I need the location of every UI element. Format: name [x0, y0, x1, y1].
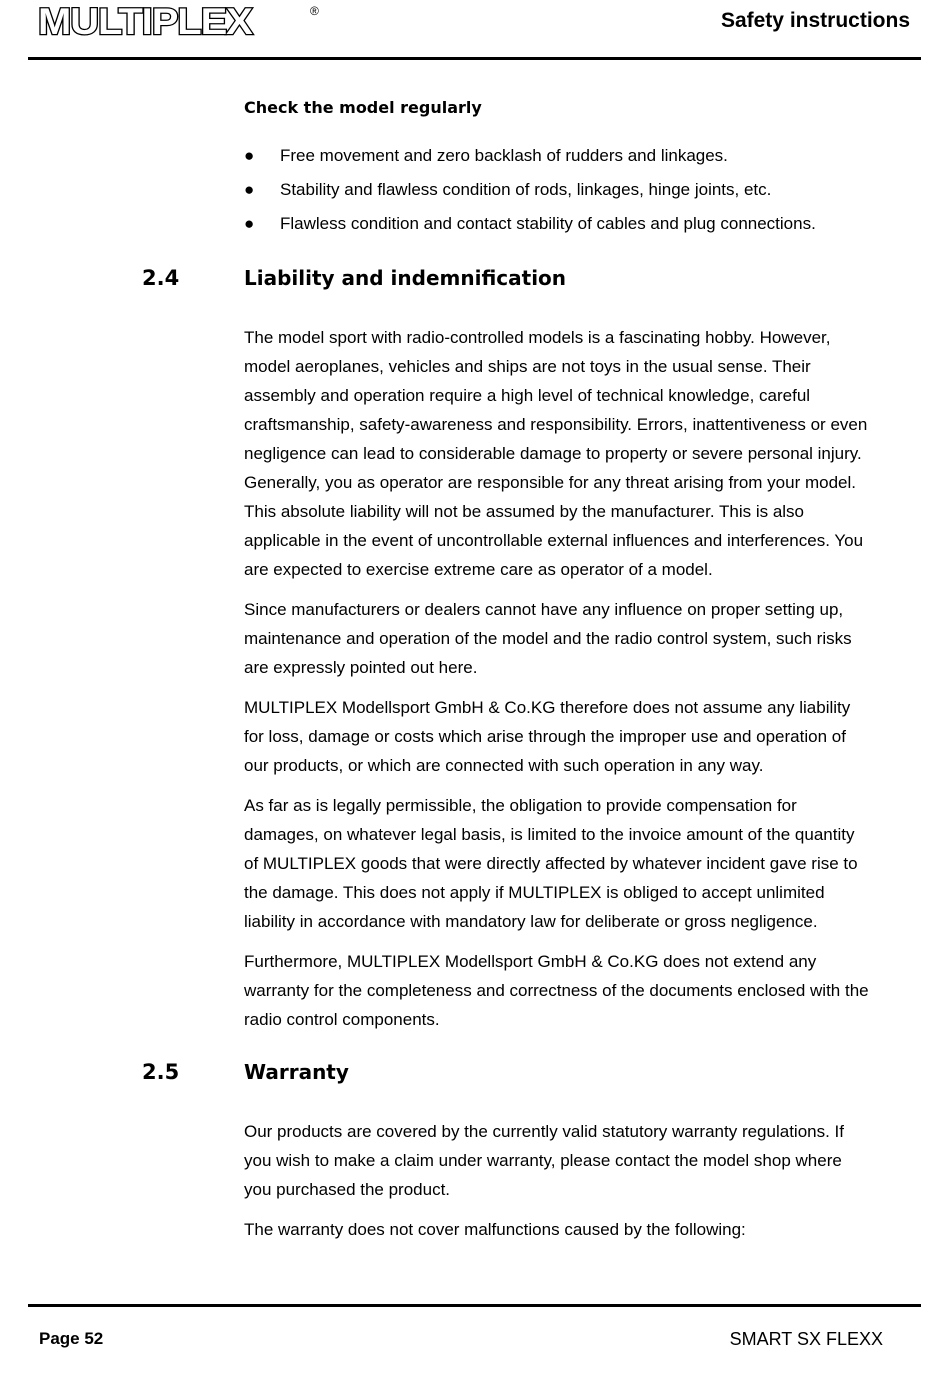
paragraph [244, 1215, 924, 1244]
paragraph [244, 791, 924, 936]
page-header-title: Safety instructions [720, 9, 910, 32]
bullet-text: Flawless condition and contact stability of cables and plug connections. [280, 214, 816, 233]
check-bullet-list [244, 144, 924, 246]
text-line: assembly and operation require a high level of technical knowledge, careful [244, 386, 811, 405]
paragraph [244, 947, 924, 1034]
product-name: SMART SX FLEXX [729, 1329, 883, 1349]
text-line: radio control components. [244, 1010, 440, 1029]
section-number: 2.4 [142, 266, 180, 290]
footer-rule [28, 1304, 921, 1307]
list-item [244, 212, 924, 246]
text-line: craftsmanship, safety-awareness and responsibility. Errors, inattentiveness or even [244, 415, 868, 434]
text-line: our products, or which are connected with such operation in any way. [244, 756, 764, 775]
text-line: The model sport with radio-controlled models is a fascinating hobby. However, [244, 328, 831, 347]
text-line: Generally, you as operator are responsible for any threat arising from your model. [244, 473, 856, 492]
text-line: are expected to exercise extreme care as operator of a model. [244, 560, 713, 579]
text-line: model aeroplanes, vehicles and ships are not toys in the usual sense. Their [244, 357, 811, 376]
text-line: the damage. This does not apply if MULTIPLEX is obliged to accept unlimited [244, 883, 825, 902]
text-line: are expressly pointed out here. [244, 658, 478, 677]
text-line: you wish to make a claim under warranty, please contact the model shop where [244, 1151, 842, 1170]
section-title: Liability and indemnification [244, 266, 567, 290]
text-line: The warranty does not cover malfunctions caused by the following: [244, 1220, 746, 1239]
text-line: warranty for the completeness and correctness of the documents enclosed with the [244, 981, 869, 1000]
text-line: applicable in the event of uncontrollable external influences and interferences. You [244, 531, 864, 550]
registered-mark: ® [310, 4, 319, 18]
text-line: damages, on whatever legal basis, is limited to the invoice amount of the quantity [244, 825, 855, 844]
text-line: maintenance and operation of the model and the radio control system, such risks [244, 629, 852, 648]
section-body [244, 323, 924, 1034]
check-model-heading: Check the model regularly [244, 98, 482, 117]
bullet-dot-icon: ● [244, 180, 255, 199]
text-line: Our products are covered by the currently valid statutory warranty regulations. If [244, 1122, 844, 1141]
text-line: Furthermore, MULTIPLEX Modellsport GmbH & Co.KG does not extend any [244, 952, 817, 971]
text-line: of MULTIPLEX goods that were directly affected by whatever incident gave rise to [244, 854, 858, 873]
section-body [244, 1117, 924, 1244]
paragraph [244, 1117, 924, 1204]
text-line: As far as is legally permissible, the obligation to provide compensation for [244, 796, 797, 815]
page-number: Page 52 [39, 1329, 104, 1348]
text-line: This absolute liability will not be assumed by the manufacturer. This is also [244, 502, 805, 521]
multiplex-logo [38, 1, 319, 42]
header-rule [28, 57, 921, 60]
text-line: liability in accordance with mandatory law for deliberate or gross negligence. [244, 912, 818, 931]
text-line: MULTIPLEX Modellsport GmbH & Co.KG therefore does not assume any liability [244, 698, 851, 717]
logo-wordmark: MULTIPLEX [38, 1, 252, 42]
text-line: Since manufacturers or dealers cannot have any influence on proper setting up, [244, 600, 844, 619]
text-line: you purchased the product. [244, 1180, 451, 1199]
bullet-text: Stability and flawless condition of rods, linkages, hinge joints, etc. [280, 180, 772, 199]
list-item [244, 178, 924, 212]
paragraph [244, 323, 924, 584]
text-line: negligence can lead to considerable damage to property or severe personal injury. [244, 444, 862, 463]
section-number: 2.5 [142, 1060, 180, 1084]
paragraph [244, 693, 924, 780]
bullet-dot-icon: ● [244, 214, 255, 233]
section-title: Warranty [244, 1060, 349, 1084]
paragraph [244, 595, 924, 682]
list-item [244, 144, 924, 178]
bullet-dot-icon: ● [244, 146, 255, 165]
text-line: for loss, damage or costs which arise through the improper use and operation of [244, 727, 846, 746]
bullet-text: Free movement and zero backlash of rudders and linkages. [280, 146, 728, 165]
